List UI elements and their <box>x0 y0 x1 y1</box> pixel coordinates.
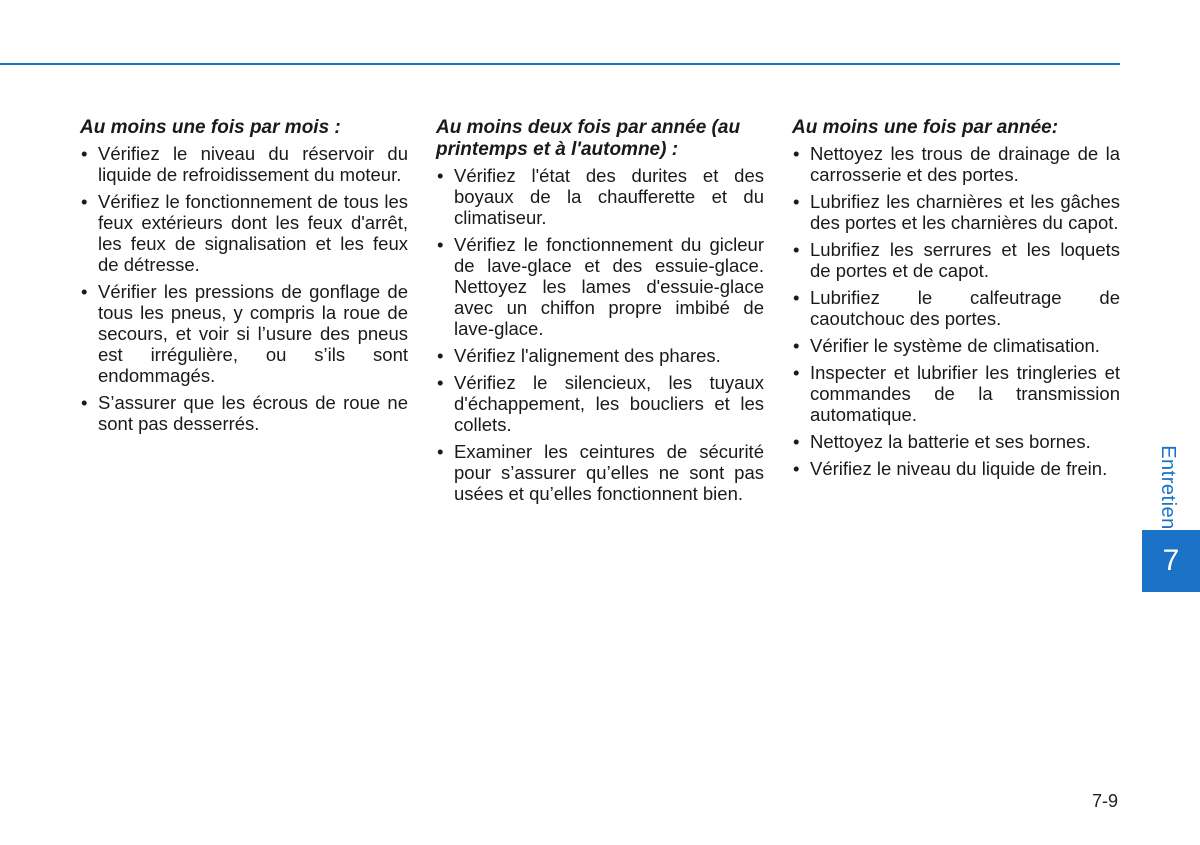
list-item-text: Vérifiez le niveau du réservoir du liquide de refroidissement du moteur. <box>98 143 408 185</box>
list-item <box>436 441 764 504</box>
list-item <box>436 345 764 366</box>
list-item-text: Vérifier le système de climatisation. <box>810 335 1100 356</box>
list-item <box>792 362 1120 425</box>
list-item <box>436 165 764 228</box>
list-item-text: Vérifiez le niveau du liquide de frein. <box>810 458 1108 479</box>
chapter-side-label <box>1152 440 1182 535</box>
checklist-monthly <box>80 143 408 434</box>
bullet: • <box>793 431 800 452</box>
list-item <box>80 281 408 386</box>
list-item-text: S’assurer que les écrous de roue ne sont pas desserrés. <box>98 392 408 434</box>
list-item <box>80 392 408 434</box>
list-item-text: Nettoyez la batterie et ses bornes. <box>810 431 1091 452</box>
section-heading-biannual: Au moins deux fois par année (au printemps et à l'automne) : <box>436 117 741 160</box>
bullet: • <box>81 143 88 164</box>
bullet: • <box>793 362 800 383</box>
list-item <box>80 191 408 275</box>
list-item <box>792 191 1120 233</box>
list-item <box>792 239 1120 281</box>
bullet: • <box>437 372 444 393</box>
bullet: • <box>81 392 88 413</box>
list-item-text: Vérifiez l'alignement des phares. <box>454 345 721 366</box>
list-item-text: Examiner les ceintures de sécurité pour s’assurer qu’elles ne sont pas usées et qu’elles fonctionnent bien. <box>454 441 764 504</box>
bullet: • <box>437 345 444 366</box>
bullet: • <box>437 165 444 186</box>
list-item-text: Vérifiez le silencieux, les tuyaux d'échappement, les boucliers et les collets. <box>454 372 764 435</box>
section-heading-annual: Au moins une fois par année: <box>792 117 1059 138</box>
list-item <box>792 287 1120 329</box>
list-item <box>792 335 1120 356</box>
column-monthly <box>80 117 408 440</box>
list-item-text: Lubrifiez le calfeutrage de caoutchouc des portes. <box>810 287 1120 329</box>
bullet: • <box>793 287 800 308</box>
list-item-text: Vérifiez le fonctionnement du gicleur de lave-glace et des essuie-glace. Nettoyez les lames d'essuie-glace avec un chiffon propre imbibé de lave-glace. <box>454 234 764 339</box>
list-item-text: Lubrifiez les charnières et les gâches des portes et les charnières du capot. <box>810 191 1120 233</box>
list-item-text: Vérifiez le fonctionnement de tous les feux extérieurs dont les feux d'arrêt, les feux de signalisation et les feux de détresse. <box>98 191 408 275</box>
list-item <box>80 143 408 185</box>
list-item-text: Nettoyez les trous de drainage de la carrosserie et des portes. <box>810 143 1120 185</box>
bullet: • <box>437 441 444 462</box>
chapter-number: 7 <box>1162 544 1180 577</box>
list-item-text: Vérifiez l'état des durites et des boyaux de la chaufferette et du climatiseur. <box>454 165 764 228</box>
page-number: 7-9 <box>1091 791 1118 811</box>
list-item <box>436 372 764 435</box>
bullet: • <box>793 335 800 356</box>
list-item-text: Vérifier les pressions de gonflage de tous les pneus, y compris la roue de secours, et voir si l’usure des pneus est irrégulière, ou s’ils sont endommagés. <box>98 281 408 386</box>
list-item-text: Inspecter et lubrifier les tringleries et commandes de la transmission automatique. <box>810 362 1120 425</box>
checklist-biannual <box>436 165 764 504</box>
bullet: • <box>81 281 88 302</box>
chapter-title: Entretien <box>1156 445 1179 530</box>
bullet: • <box>793 143 800 164</box>
section-heading-monthly: Au moins une fois par mois : <box>80 117 341 138</box>
list-item <box>792 143 1120 185</box>
bullet: • <box>81 191 88 212</box>
bullet: • <box>793 239 800 260</box>
list-item <box>792 431 1120 452</box>
bullet: • <box>437 234 444 255</box>
chapter-tab <box>1142 530 1200 592</box>
checklist-annual <box>792 143 1120 479</box>
column-biannual <box>436 117 764 510</box>
bullet: • <box>793 191 800 212</box>
top-rule <box>0 63 1120 65</box>
bullet: • <box>793 458 800 479</box>
list-item <box>436 234 764 339</box>
column-annual <box>792 117 1120 485</box>
list-item-text: Lubrifiez les serrures et les loquets de portes et de capot. <box>810 239 1120 281</box>
list-item <box>792 458 1120 479</box>
